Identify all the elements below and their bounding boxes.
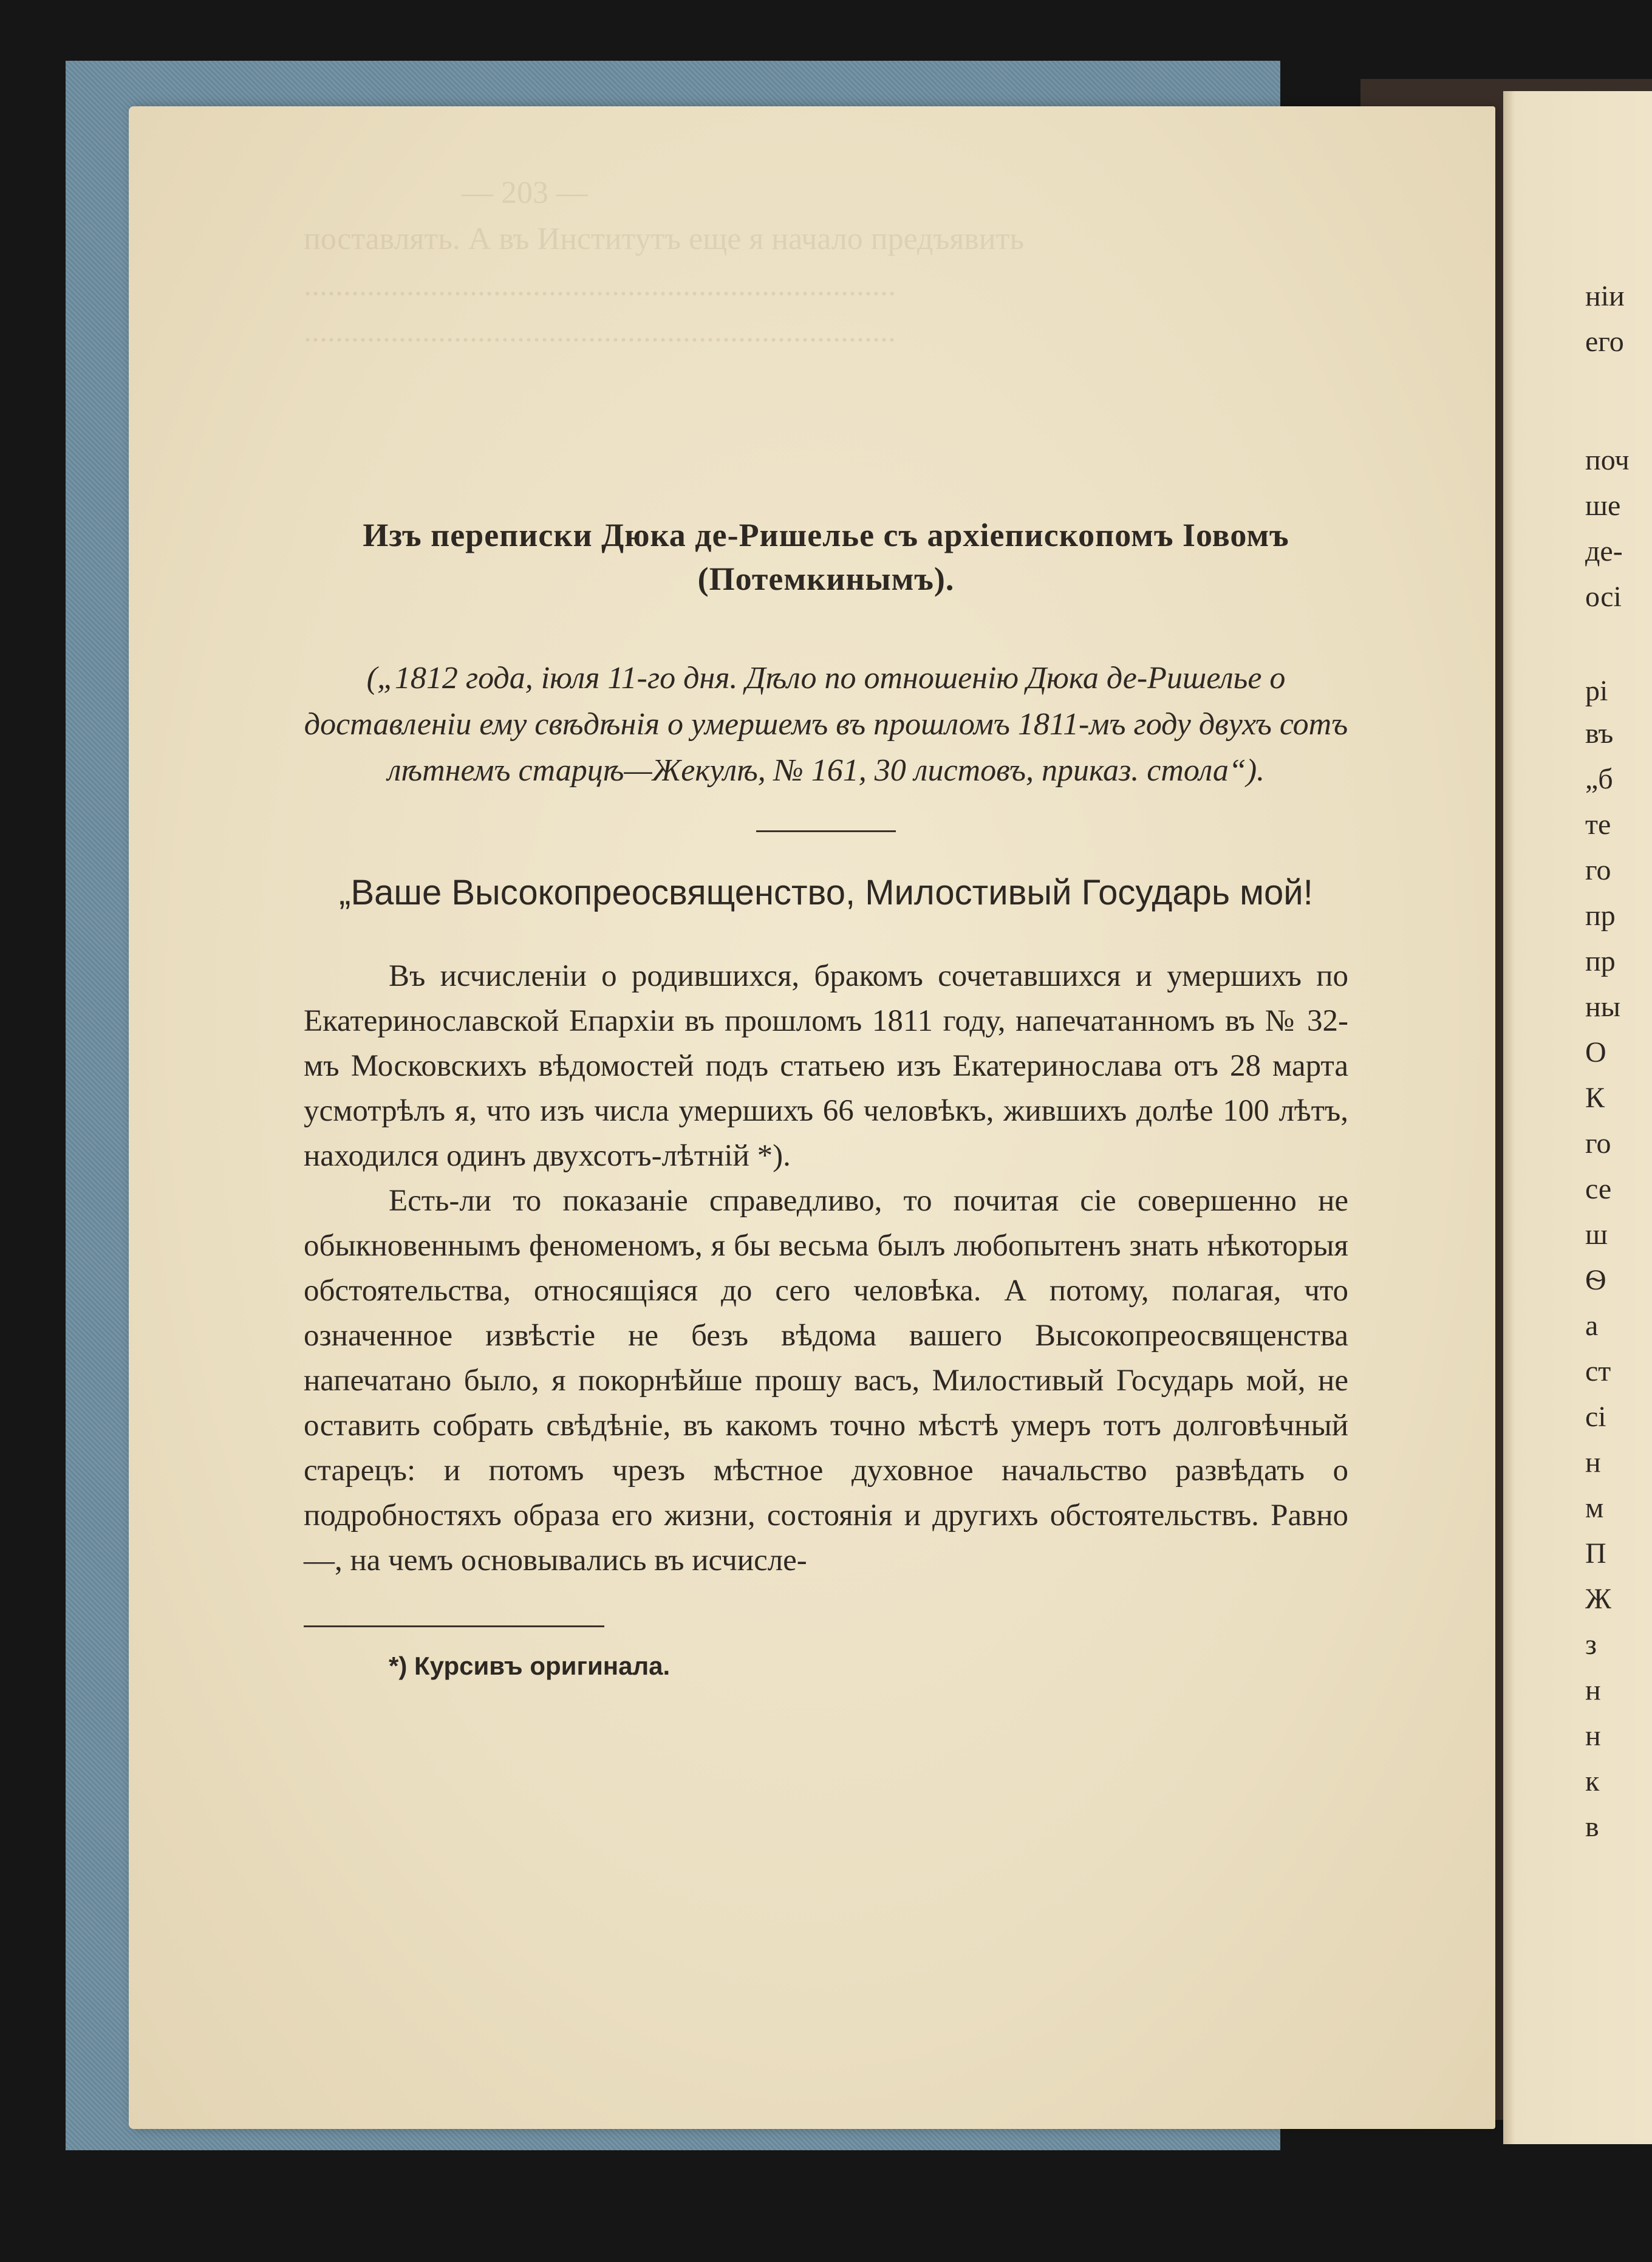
right-page-line-fragment: пр: [1585, 945, 1616, 977]
letter-body: [304, 954, 1348, 1583]
right-page-line-fragment: н: [1585, 1446, 1601, 1478]
right-page-line-fragment: в: [1585, 1811, 1599, 1843]
right-page-line-fragment: его: [1585, 326, 1624, 358]
paragraph: Есть-ли то показаніе справедливо, то почитая сіе совершенно не обыкновеннымъ феноменомъ, я бы весьма былъ любопытенъ знать нѣкоторыя обстоятельства, относящіяся до сего человѣка. А потому, полагая, что означенное извѣстіе не безъ вѣдома вашего Высокопреосвященства напечатано было, я покорнѣйше прошу васъ, Милостивый Государь мой, не оставить собрать свѣдѣніе, въ какомъ точно мѣстѣ умеръ тотъ долговѣчный старецъ: и потомъ чрезъ мѣстное духовное начальство развѣдать о подробностяхъ образа его жизни, состоянія и другихъ обстоятельствъ. Равно—, на чемъ основывались въ исчисле-: [304, 1184, 1348, 1577]
right-page-line-fragment: го: [1585, 1127, 1611, 1160]
right-page-line-fragment: О: [1585, 1036, 1606, 1068]
right-page-line-fragment: поч: [1585, 444, 1630, 476]
right-page-line-fragment: ны: [1585, 991, 1620, 1023]
footnote-rule: [304, 1625, 604, 1627]
right-page-line-fragment: „б: [1585, 763, 1613, 795]
right-page-line-fragment: ст: [1585, 1355, 1611, 1387]
right-page-line-fragment: К: [1585, 1082, 1605, 1114]
paragraph: Въ исчисленіи о родившихся, бракомъ сочетавшихся и умершихъ по Екатеринославской Епархіи въ прошломъ 1811 году, напечатанномъ въ № 32-мъ Московскихъ вѣдомостей подъ статьею изъ Екатеринослава отъ 28 марта усмотрѣлъ я, что изъ числа умершихъ 66 человѣкъ, жившихъ долѣе 100 лѣтъ, находился одинъ двухсотъ-лѣтній *).: [304, 959, 1348, 1173]
right-page-line-fragment: н: [1585, 1674, 1601, 1706]
right-page-line-fragment: м: [1585, 1492, 1604, 1524]
right-page-line-fragment: рі: [1585, 675, 1608, 707]
right-page-line-fragment: осі: [1585, 581, 1622, 613]
right-page-line-fragment: Ѳ: [1585, 1264, 1606, 1296]
right-page-line-fragment: се: [1585, 1173, 1612, 1205]
right-page-line-fragment: П: [1585, 1537, 1606, 1570]
right-page-line-fragment: Ж: [1585, 1583, 1612, 1615]
right-page-line-fragment: де-: [1585, 535, 1623, 567]
right-page-line-fragment: к: [1585, 1765, 1600, 1797]
article-subtitle: („1812 года, іюля 11-го дня. Дѣло по отношенію Дюка де-Ришелье о доставленіи ему свѣдѣнія о умершемъ въ прошломъ 1811-мъ году двухъ сотъ лѣтнемъ старцѣ—Жекулѣ, № 161, 30 листовъ, приказ. стола“).: [304, 661, 1348, 788]
article-title: Изъ переписки Дюка де-Ришелье съ архіепископомъ Іовомъ (Потемкинымъ).: [363, 517, 1289, 597]
left-page-content: [304, 513, 1348, 1681]
right-page-line-fragment: а: [1585, 1310, 1599, 1342]
right-page-line-fragment: пр: [1585, 900, 1616, 932]
title-divider: [756, 830, 896, 832]
right-page-line-fragment: те: [1585, 808, 1611, 841]
right-page-line-fragment: н: [1585, 1720, 1601, 1752]
right-page-line-fragment: ш: [1585, 1218, 1608, 1251]
right-page-line-fragment: го: [1585, 854, 1611, 886]
right-page-line-fragment: въ: [1585, 717, 1614, 750]
letter-salutation: „Ваше Высокопреосвященство, Милостивый Государь мой!: [339, 873, 1313, 912]
right-page-line-fragment: ніи: [1585, 280, 1625, 312]
right-page-line-fragment: з: [1585, 1628, 1597, 1661]
right-page-line-fragment: ше: [1585, 490, 1621, 522]
footnote: *) Курсивъ оригинала.: [389, 1652, 671, 1680]
right-page-line-fragment: сі: [1585, 1401, 1606, 1433]
